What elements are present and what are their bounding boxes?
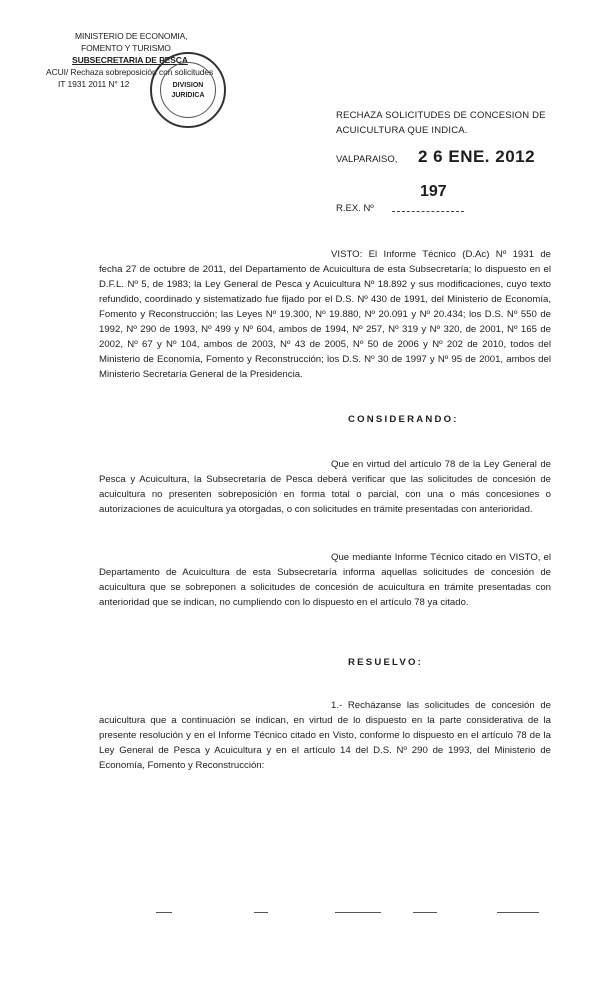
resuelvo-paragraph-1 [99,698,551,773]
ministry-line-2: FOMENTO Y TURISMO [81,43,171,53]
resuelvo-1-text: 1.- Recházanse las solicitudes de concesión de acuicultura que a continuación se indican, en virtud de lo dispuesto en la parte considerativa de la presente resolución y en el Informe Técnico citado en Visto, conforme lo dispuesto en el artículo 78 de la Ley General de Pesca y Acuicultura y en el artículo 14 del D.S. Nº 290 de 1993, del Ministerio de Economía, Fomento y Reconstrucción: [99,700,551,771]
resolution-date: 2 6 ENE. 2012 [418,147,536,166]
considerando-1-text: Que en virtud del artículo 78 de la Ley General de Pesca y Acuicultura, la Subsecretaría de Pesca deberá verificar que las solicitudes de concesión de acuicultura no presenten sobreposición en forma total o parcial, con una o más concesiones o autorizaciones de acuicultura ya otorgadas, o con solicitudes en trámite presentadas con anterioridad. [99,459,551,515]
table-top-line-5 [497,912,539,913]
table-top-line-4 [413,912,437,913]
resolution-number: 197 [420,183,447,200]
it-reference: IT 1931 2011 N° 12 [58,79,130,89]
table-top-line-1 [156,912,172,913]
considerando-2-text: Que mediante Informe Técnico citado en VISTO, el Departamento de Acuicultura de esta Subsecretaría informa aquellas solicitudes de concesión de acuicultura que se sobreponen a solicitudes de concesión de acuicultura en trámite presentadas con anterioridad que se indican, no cumpliendo con lo dispuesto en el artículo 78 ya citado. [99,552,551,608]
place-label: VALPARAISO, [336,154,398,165]
division-juridica-stamp [150,52,226,128]
ministry-line-1: MINISTERIO DE ECONOMIA, [75,31,188,41]
resuelvo-heading: RESUELVO: [348,657,424,668]
considerando-paragraph-1 [99,457,551,517]
visto-text: VISTO: El Informe Técnico (D.Ac) Nº 1931 de fecha 27 de octubre de 2011, del Departamento de Acuicultura de esta Subsecretaría; lo dispuesto en el D.F.L. Nº 5, de 1983; la Ley General de Pesca y Acuicultura Nº 18.892 y sus modificaciones, cuyo texto refundido, coordinado y sistematizado fue fijado por el D.S. Nº 430 de 1991, del Ministerio de Economía, Fomento y Reconstrucción; las Leyes Nº 19.300, Nº 19.880, Nº 20.091 y Nº 20.434; los D.S. Nº 550 de 1992, Nº 290 de 1993, Nº 499 y Nº 604, ambos de 1994, Nº 257, Nº 319 y Nº 320, de 2001, Nº 165 de 2002, Nº 67 y Nº 104, ambos de 2003, Nº 43 de 2005, Nº 50 de 2006 y Nº 202 de 2010, todos del Ministerio de Economía, Fomento y Reconstrucción; los D.S. Nº 30 de 1997 y Nº 95 de 2001, ambos del Ministerio Secretaría General de la Presidencia. [99,249,551,380]
considerando-heading: CONSIDERANDO: [348,414,459,425]
rex-label: R.EX. Nº [336,203,374,214]
table-top-line-3 [335,912,381,913]
subsecretaria-line: SUBSECRETARIA DE PESCA [72,55,188,65]
considerando-paragraph-2 [99,550,551,610]
acui-reference: ACUI/ Rechaza sobreposición con solicitudes [46,67,214,77]
stamp-line-2: JURIDICA [171,92,205,99]
document-subject: RECHAZA SOLICITUDES DE CONCESION DE ACUICULTURA QUE INDICA. [336,110,546,136]
visto-paragraph [99,247,551,382]
table-top-line-2 [254,912,268,913]
rex-number-line [392,211,464,212]
stamp-line-1: DIVISION [172,82,204,89]
